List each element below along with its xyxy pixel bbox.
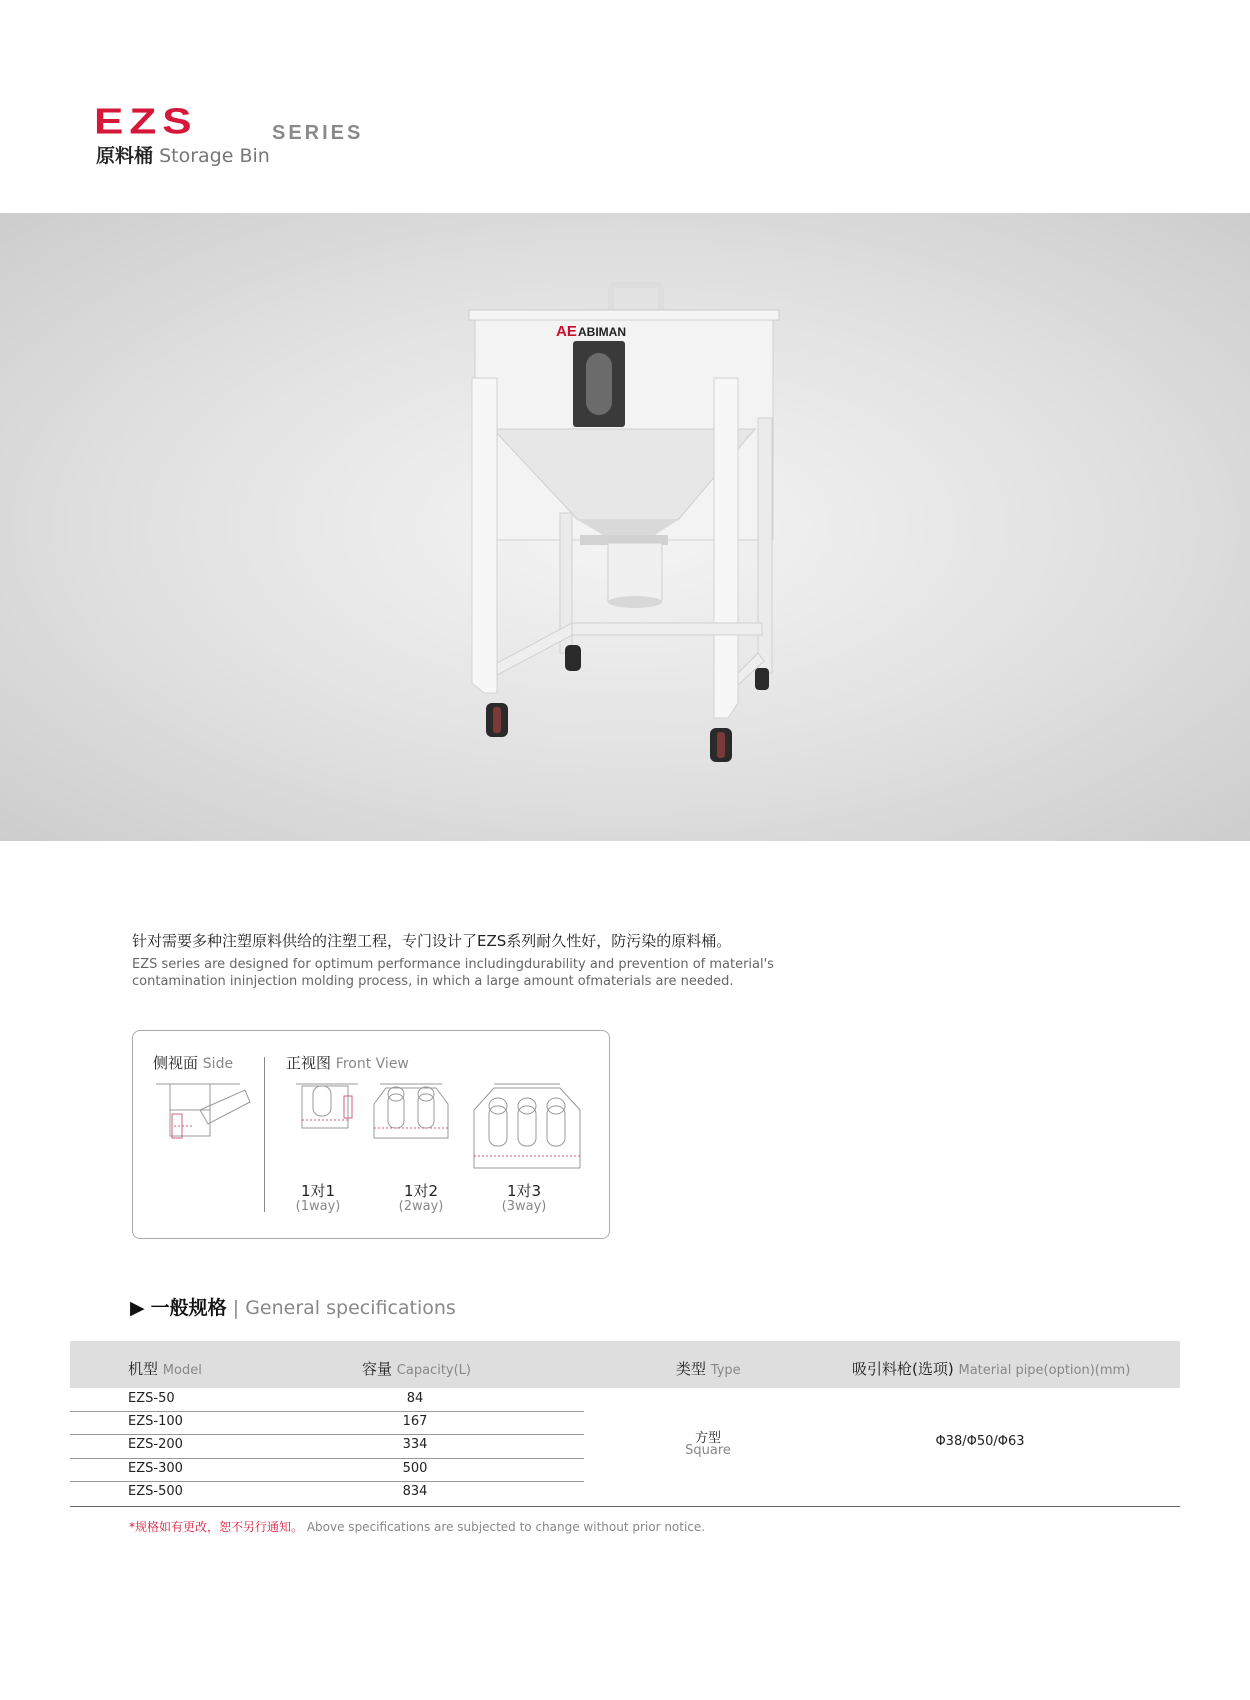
type-value-cn: 方型 [694,1431,721,1446]
column-header-model [128,1358,202,1379]
column-header-type-en: Type [710,1363,741,1378]
table-row-capacity: 334 [402,1437,428,1452]
side-view-diagram [150,1080,260,1160]
storage-bin-illustration [0,213,1250,841]
table-row-capacity: 167 [402,1414,428,1429]
column-header-capacity-cn: 容量 [362,1360,393,1378]
column-header-model-en: Model [162,1363,202,1378]
side-view-title-en: Side [202,1056,234,1072]
front-view-title [286,1052,409,1073]
way-1-label: 1对1 [300,1182,336,1200]
table-row-model: EZS-200 [128,1437,183,1452]
column-header-model-cn: 机型 [128,1360,159,1378]
ezs-logo: EZS [94,101,198,142]
table-row-model: EZS-50 [128,1391,175,1406]
row-divider [70,1411,584,1412]
table-row-capacity: 500 [402,1461,428,1476]
table-row-capacity: 834 [402,1484,428,1499]
views-divider [264,1057,265,1212]
description-cn: 针对需要多种注塑原料供给的注塑工程，专门设计了EZS系列耐久性好，防污染的原料桶。 [132,932,732,950]
way-3-label: 1对3 [506,1182,542,1200]
specs-heading [130,1293,456,1320]
column-header-capacity-en: Capacity(L) [396,1363,471,1378]
specs-heading-en: General specifications [245,1297,456,1319]
brand-logo-text: ABIMAN [578,325,626,339]
row-divider [70,1481,584,1482]
triangle-bullet-icon: ▶ [130,1297,145,1319]
description-en: EZS series are designed for optimum performance includingdurability and prevention of material's contamination ininjection molding process, in which a large amount ofmaterials are needed. [132,957,774,989]
column-header-pipe [852,1358,1130,1379]
specs-heading-cn: 一般规格 [150,1297,227,1319]
specs-heading-separator: | [232,1297,240,1319]
row-divider [70,1458,584,1459]
column-header-type [676,1358,741,1379]
column-header-capacity [362,1358,471,1379]
way-2-sub: (2way) [398,1199,444,1214]
way-2-label: 1对2 [403,1182,439,1200]
table-row-capacity: 84 [406,1391,424,1406]
brand-logo-mark: AE [556,323,577,340]
spec-change-note-en: Above specifications are subjected to change without prior notice. [306,1520,706,1534]
table-row-model: EZS-300 [128,1461,183,1476]
table-bottom-border [70,1506,1180,1507]
product-title-en: Storage Bin [159,145,270,167]
column-header-type-cn: 类型 [676,1360,707,1378]
way-3-sub: (3way) [501,1199,547,1214]
table-row-model: EZS-500 [128,1484,183,1499]
type-value-en: Square [685,1443,731,1458]
spec-change-note-cn: *规格如有更改，恕不另行通知。 [129,1520,304,1534]
column-header-pipe-en: Material pipe(option)(mm) [958,1363,1131,1378]
product-hero-image [0,213,1250,841]
spec-change-note [129,1518,705,1535]
way-1-sub: (1way) [295,1199,341,1214]
side-view-title-cn: 侧视面 [153,1054,199,1072]
row-divider [70,1434,584,1435]
front-view-title-cn: 正视图 [286,1054,332,1072]
front-view-3way-diagram [470,1080,584,1170]
side-view-title [153,1052,233,1073]
product-title [96,147,270,166]
product-title-cn: 原料桶 [96,145,154,167]
column-header-pipe-cn: 吸引料枪(选项) [852,1360,954,1378]
pipe-value: Φ38/Φ50/Φ63 [935,1434,1025,1449]
series-logo-text: SERIES [272,122,364,144]
table-row-model: EZS-100 [128,1414,183,1429]
front-view-title-en: Front View [335,1056,409,1072]
front-view-1way-diagram [296,1080,358,1140]
front-view-2way-diagram [370,1080,452,1152]
